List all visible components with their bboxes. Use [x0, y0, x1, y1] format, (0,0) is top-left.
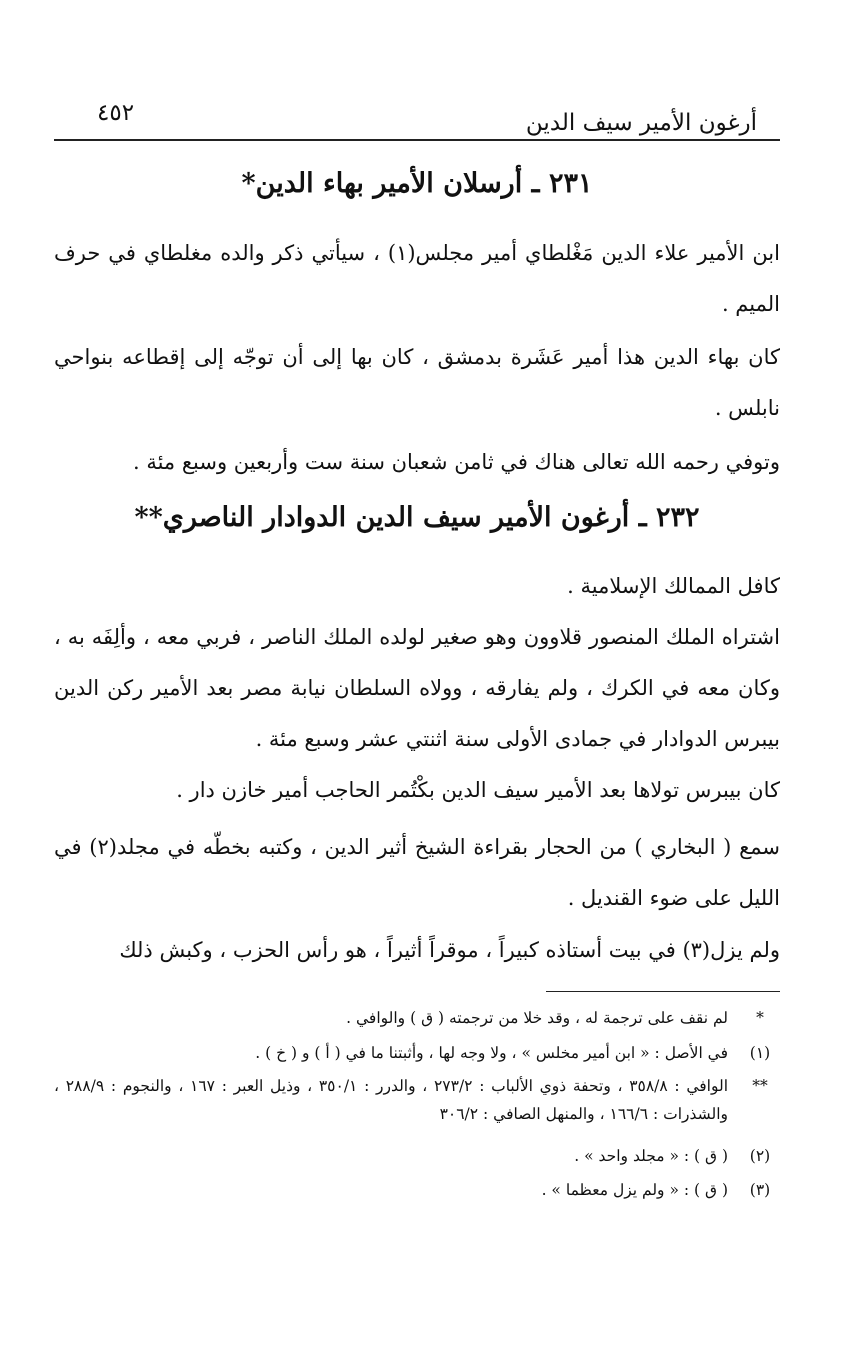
entry-232-paragraph-5: ولم يزل(٣) في بيت أستاذه كبيراً ، موقراً أثيراً ، هو رأس الحزب ، وكبش ذلك: [119, 938, 780, 962]
footnote-mark: **: [752, 1077, 768, 1095]
entry-231-title: ٢٣١ ـ أرسلان الأمير بهاء الدين*: [241, 168, 593, 199]
footnote: [54, 1072, 780, 1132]
entry-232-paragraph-2: اشتراه الملك المنصور قلاوون وهو صغير لولده الملك الناصر ، فربي معه ، وألِفَه به ، وكان معه في الكرك ، ولم يفارقه ، وولاه السلطان نيابة مصر بعد الأمير ركن الدين بيبرس الدوادار في جمادى الأولى سنة اثنتي عشر وسبع مئة .: [54, 625, 780, 751]
entry-232-paragraph-4: سمع ( البخاري ) من الحجار بقراءة الشيخ أثير الدين ، وكتبه بخطّه في مجلد(٢) في الليل على ضوء القنديل .: [54, 835, 780, 910]
entry-231-paragraph-1: ابن الأمير علاء الدين مَغْلطاي أمير مجلس(١) ، سيأتي ذكر والده مغلطاي في حرف الميم .: [54, 241, 780, 316]
page-number: ٤٥٢: [97, 100, 135, 126]
footnote-text: في الأصل : « ابن أمير مخلس » ، ولا وجه لها ، وأثبتنا ما في ( أ ) و ( خ ) .: [255, 1044, 728, 1062]
footnote-text: لم نقف على ترجمة له ، وقد خلا من ترجمته ( ق ) والوافي .: [346, 1009, 728, 1027]
entry-232-paragraph-1: كافل الممالك الإسلامية .: [567, 574, 780, 598]
entry-231-paragraph-2: كان بهاء الدين هذا أمير عَشَرة بدمشق ، كان بها إلى أن توجّه إلى إقطاعه بنواحي نابلس .: [54, 345, 780, 420]
footnote: [54, 1039, 780, 1067]
running-title: أرغون الأمير سيف الدين: [525, 110, 757, 136]
footnote: [54, 1176, 780, 1204]
footnote-mark: *: [756, 1009, 764, 1027]
entry-232-paragraph-3: كان بيبرس تولاها بعد الأمير سيف الدين بكْتُمر الحاجب أمير خازن دار .: [176, 778, 780, 802]
footnote-text: ( ق ) : « ولم يزل معظما » .: [541, 1181, 728, 1199]
footnote-text: الوافي : ٣٥٨/٨ ، وتحفة ذوي الألباب : ٢٧٣/٢ ، والدرر : ٣٥٠/١ ، وذيل العبر : ١٦٧ ، والنجوم : ٢٨٨/٩ ، والشذرات : ١٦٦/٦ ، والمنهل الصافي : ٣٠٦/٢: [54, 1077, 729, 1123]
footnote-mark: (٢): [749, 1147, 771, 1165]
footnote: [54, 1142, 780, 1170]
footnote-mark: (١): [749, 1044, 771, 1062]
footnote-text: ( ق ) : « مجلد واحد » .: [574, 1147, 728, 1165]
header-rule: [54, 139, 780, 141]
footnote-mark: (٣): [749, 1181, 771, 1199]
footnote-rule: [546, 991, 780, 992]
entry-231-paragraph-3: وتوفي رحمه الله تعالى هناك في ثامن شعبان سنة ست وأربعين وسبع مئة .: [132, 450, 780, 474]
footnote: [54, 1004, 780, 1032]
entry-232-title: ٢٣٢ ـ أرغون الأمير سيف الدين الدوادار الناصري**: [134, 502, 700, 533]
